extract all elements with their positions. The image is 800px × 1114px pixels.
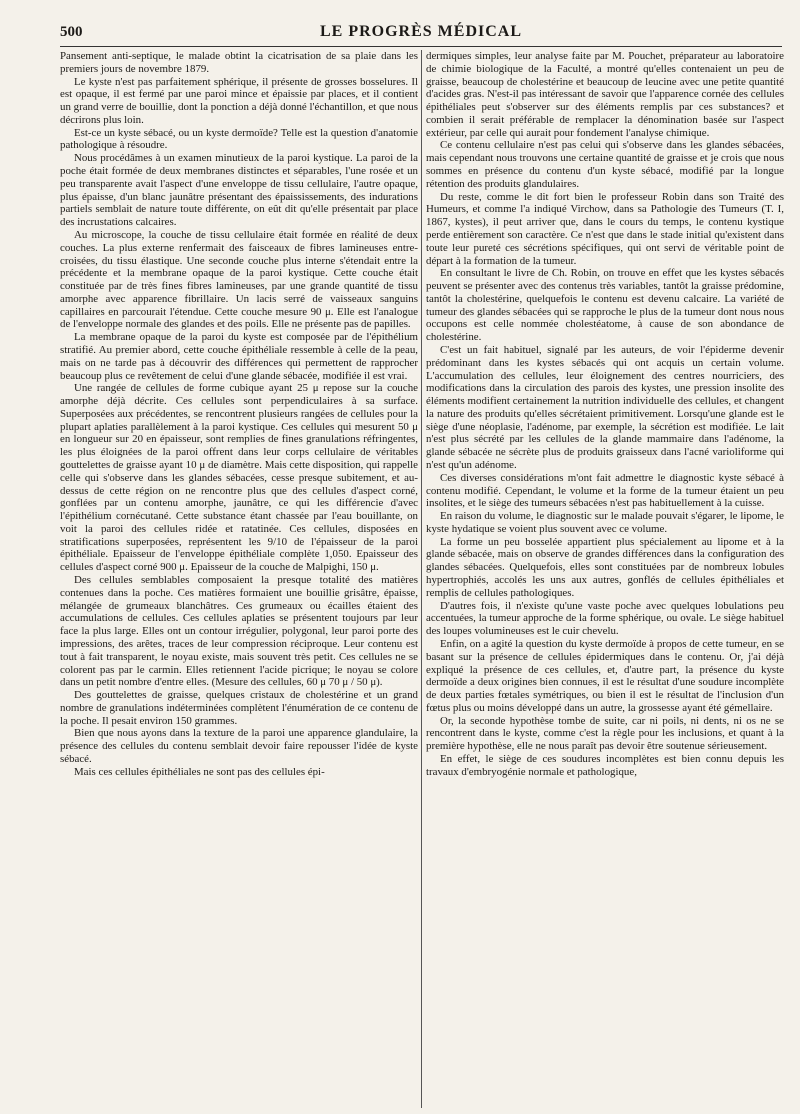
- paragraph: Pansement anti-septique, le malade obtint la cicatrisation de sa plaie dans les premiers jours de novembre 1879.: [60, 50, 418, 75]
- paragraph: Des cellules semblables composaient la presque totalité des matières contenues dans la poche. Ces matières formaient une bouillie grisâtre, épaisse, mélangée de grumeaux blanchâtres. Ces grumeaux ou écailles étaient des accumulations de cellules. Ces cellules aplaties se présentent toujours par leur face la plus large. Elles ont un contour irrégulier, polygonal, leur paroi porte des impressions, des arêtes, traces de leur compression réciproque. Leur contenu est tout à fait transparent, le noyau existe, mais souvent très petit. Ces cellules ne se colorent pas par le carmin. Elles retiennent l'acide picrique; le noyau se colore dans un petit nombre d'entre elles. (Mesure des cellules, 60 μ 70 μ / 50 μ).: [60, 574, 418, 689]
- paragraph: Ce contenu cellulaire n'est pas celui qui s'observe dans les glandes sébacées, mais cependant nous trouvons une certaine quantité de graisse et je crois que nous sommes en présence du contenu d'un kyste sébacé, modifié par la longue rétention des produits glandulaires.: [426, 139, 784, 190]
- column-divider: [421, 50, 422, 1108]
- paragraph: La membrane opaque de la paroi du kyste est composée par de l'épithélium stratifié. Au premier abord, cette couche épithéliale ressemble à celle de la peau, mais on ne tarde pas à découvrir des différences qui permettent de rapprocher beaucoup plus ce revêtement de celui d'une glande sébacée, modifiée il est vrai.: [60, 331, 418, 382]
- paragraph: Enfin, on a agité la question du kyste dermoïde à propos de cette tumeur, en se basant sur la présence de cellules épidermiques dans le contenu. Or, j'ai déjà expliqué la présence de ces cellules, et, d'autre part, la présence du kyste dermoïde a deux origines bien connues, il est le résultat d'une soudure incomplète de deux parties fœtales symétriques, ou bien il est le résultat de l'inclusion d'un fœtus plus ou moins développé dans un autre, la grossesse ayant été gémellaire.: [426, 637, 784, 714]
- paragraph: Nous procédâmes à un examen minutieux de la paroi kystique. La paroi de la poche était formée de deux membranes distinctes et séparables, l'une rosée et un peu transparente avait l'aspect d'une enveloppe de tissu cellulaire, l'autre opaque, plus épaisse, d'un blanc jaunâtre présentant des épaississements, des indurations partiels semblait de nature toute différente, on eût dit qu'elle présentait par place des incrustations calcaires.: [60, 152, 418, 229]
- paragraph: En effet, le siège de ces soudures incomplètes est bien connu depuis les travaux d'embryogénie normale et pathologique,: [426, 752, 784, 778]
- paragraph: Une rangée de cellules de forme cubique ayant 25 μ repose sur la couche amorphe déjà décrite. Ces cellules sont perpendiculaires à sa surface. Superposées aux précédentes, se rencontrent plusieurs rangées de cellules pour la plupart aplaties parallèlement à la paroi kystique. Ces cellules qui mesurent 50 μ en longueur sur 20 en épaisseur, sont remplies de fines granulations réfringentes, les plus éloignées de la paroi offrent dans leur corps cellulaire de véritables gouttelettes de graisse ayant 10 μ de diamètre. Mais cette disposition, qui rappelle celle qui s'observe dans les glandes sébacées, cesse presque subitement, et au-dessus de cette région on ne rencontre plus que des cellules d'aspect corné, gonflées par un contenu amorphe, jaunâtre, ce qui les différencie d'avec l'épithélium cornécutané. Cette substance étant chassée par l'eau bouillante, on voit la paroi des cellules ridée et ratatinée. Ces cellules, disposées en stratifications superposées, représentent les 9/10 de l'épaisseur de la paroi épithéliale. Epaisseur de l'enveloppe épithéliale complète 1,050. Epaisseur des cellules d'aspect corné 900 μ. Epaisseur de la couche de Malpighi, 150 μ.: [60, 382, 418, 574]
- paragraph: Du reste, comme le dit fort bien le professeur Robin dans son Traité des Humeurs, et comme l'a indiqué Virchow, dans sa Pathologie des Tumeurs (T. I, 1867, kystes), il peut arriver que, dans le cours du temps, le contenu kystique perde entièrement son caractère. Ce n'est que dans le stade initial qu'existent dans toute leur pureté ces sécrétions spécifiques, qui ont servi de véritable point de départ à la formation de la tumeur.: [426, 190, 784, 267]
- left-column: [60, 50, 418, 1108]
- paragraph: C'est un fait habituel, signalé par les auteurs, de voir l'épiderme devenir prédominant dans les kystes sébacés qui ont acquis un certain volume. L'accumulation des cellules, leur éloignement des centres nourriciers, des modifications dans la circulation des parois des kystes, une pression insolite des éléments modifient certainement la nutrition individuelle des cellules, et changent la nature des produits qu'elles sécrétaient primitivement. Lorsqu'une glande est le siège d'une néoplasie, l'adénome, par exemple, la sécrétion est modifiée. Le lait n'est plus sécrété par les cellules de la glande mammaire dans l'adénome, la glande sébacée ne sécrète plus de produits graisseux dans l'acné varioliforme qui n'est qu'un adénome.: [426, 343, 784, 471]
- paragraph: Des gouttelettes de graisse, quelques cristaux de cholestérine et un grand nombre de granulations indéterminées complètent l'énumération de ce contenu de la poche. Il pesait environ 150 grammes.: [60, 689, 418, 727]
- paragraph: Au microscope, la couche de tissu cellulaire était formée en réalité de deux couches. La plus externe renfermait des faisceaux de fibres lamineuses entre-croisées, du tissu élastique. Une seconde couche plus interne s'étendait entre la précédente et la membrane opaque de la paroi kystique. Cette couche était constituée par de très fines fibres lamineuses, par une grande quantité de tissu amorphe avec apparence fibrillaire. Un lacis serré de vaisseaux sanguins capillaires en parcourait l'étendue. Cette couche mesure 90 μ. Elle est l'analogue de l'enveloppe normale des glandes et des poils. Elle ne présente pas de papilles.: [60, 228, 418, 331]
- paragraph: Or, la seconde hypothèse tombe de suite, car ni poils, ni dents, ni os ne se rencontrent dans le kyste, comme c'est la règle pour les inclusions, et quant à la première hypothèse, elle ne nous paraît pas devoir être soutenue sérieusement.: [426, 714, 784, 753]
- paragraph: Ces diverses considérations m'ont fait admettre le diagnostic kyste sébacé à contenu modifié. Cependant, le volume et la forme de la tumeur étaient un peu insolites, et le siège des tumeurs sébacées n'est pas habituellement à la cuisse.: [426, 471, 784, 510]
- paragraph: La forme un peu bosselée appartient plus spécialement au lipome et à la glande sébacée, mais on observe de grandes différences dans la configuration des glandes sébacées. Quelquefois, elles sont constituées par de nombreux lobules hypertrophiés, accolés les uns aux autres, gonflés de cellules épithéliales et remplis de cellules pathologiques.: [426, 535, 784, 599]
- right-column: [426, 50, 784, 1108]
- paragraph: D'autres fois, il n'existe qu'une vaste poche avec quelques lobulations peu accentuées, la tumeur approche de la forme sphérique, ou ovale. Le siège habituel des loupes volumineuses est le cuir chevelu.: [426, 599, 784, 638]
- paragraph: En raison du volume, le diagnostic sur le malade pouvait s'égarer, le lipome, le kyste hydatique se voient plus souvent avec ce volume.: [426, 510, 784, 535]
- paragraph: En consultant le livre de Ch. Robin, on trouve en effet que les kystes sébacés peuvent se présenter avec des contenus très variables, tantôt la graisse prédomine, tantôt la cholestérine, quelquefois le contenu est devenu calcaire. La variété de tumeur des glandes sébacées qui se rapproche le plus de la tumeur dont nous nous occupons est celle nommée cholestéatome, à cause de son abondance de cholestérine.: [426, 267, 784, 344]
- paragraph: Mais ces cellules épithéliales ne sont pas des cellules épi-: [74, 765, 325, 778]
- paragraph: Est-ce un kyste sébacé, ou un kyste dermoïde? Telle est la question d'anatomie pathologique à résoudre.: [60, 126, 418, 152]
- journal-title: LE PROGRÈS MÉDICAL: [319, 23, 523, 40]
- header-rule: [60, 46, 782, 47]
- paragraph: dermiques simples, leur analyse faite par M. Pouchet, préparateur au laboratoire de chimie biologique de la Faculté, a montré qu'elles contenaient un peu de graisse, beaucoup de cholestérine et beaucoup de leucine avec une petite quantité d'acides gras. N'est-il pas intéressant de savoir que l'apparence cornée des cellules épithéliales peut s'observer sur des éléments remplis par ces substances? et combien il serait préférable de remplacer la dénomination basée sur l'aspect extérieur, par celle qui aurait pour fondement l'analyse chimique.: [426, 50, 784, 139]
- paragraph: Le kyste n'est pas parfaitement sphérique, il présente de grosses bosselures. Il est opaque, il est fermé par une paroi mince et épaissie par places, et il contient un grand verre de bouillie, dont la ponction a déjà donné l'échantillon, et que nous décrirons plus loin.: [60, 75, 418, 126]
- paragraph: Bien que nous ayons dans la texture de la paroi une apparence glandulaire, la présence des cellules du contenu semblait devoir faire repousser l'idée de kyste sébacé.: [60, 727, 418, 765]
- page-header: [60, 22, 782, 46]
- page-number: 500: [60, 24, 83, 40]
